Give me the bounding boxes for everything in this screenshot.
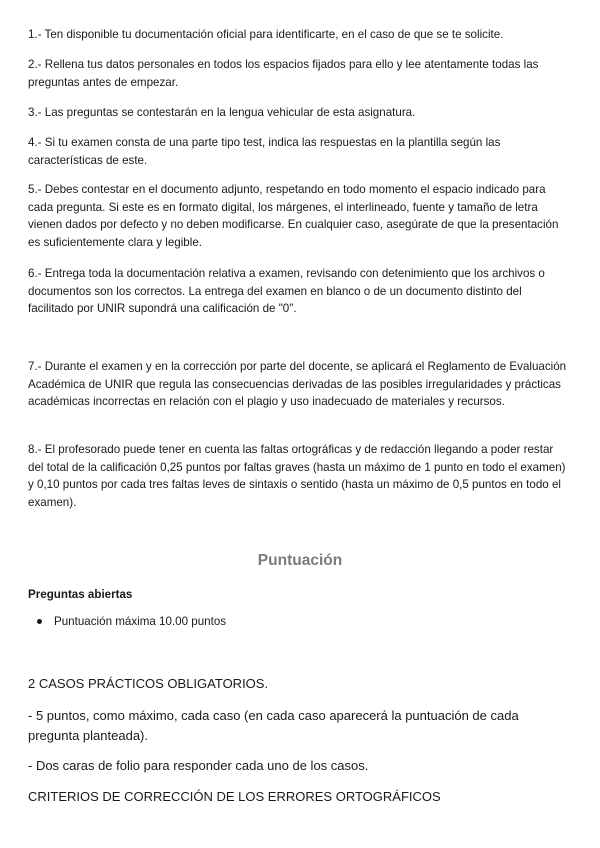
instruction-1: 1.- Ten disponible tu documentación oficial para identificarte, en el caso de que se te solicite. (28, 28, 504, 41)
scoring-subheading: Preguntas abiertas (28, 588, 133, 601)
instruction-6: 6.- Entrega toda la documentación relativa a examen, revisando con detenimiento que los archivos o documentos son los correctos. La entrega del examen en blanco o de un documento distinto del facilitado por UNIR supondrá una calificación de "0". (28, 267, 545, 316)
cases-pages-note: - Dos caras de folio para responder cada uno de los casos. (28, 758, 369, 773)
instruction-5: 5.- Debes contestar en el documento adjunto, respetando en todo momento el espacio indicado para cada pregunta. Si este es en formato digital, los márgenes, el interlineado, fuente y tamaño de letra vienen dados por defecto y no deben modificarse. En cualquier caso, asegúrate de que la presentación es suficientemente clara y legible. (28, 183, 559, 249)
bullet-icon (37, 619, 42, 624)
scoring-list (28, 615, 226, 628)
list-item-label: Puntuación máxima 10.00 puntos (54, 615, 227, 628)
instruction-4: 4.- Si tu examen consta de una parte tipo test, indica las respuestas en la plantilla según las características de este. (28, 136, 501, 167)
cases-title: 2 CASOS PRÁCTICOS OBLIGATORIOS. (28, 676, 269, 691)
spelling-criteria-heading: CRITERIOS DE CORRECCIÓN DE LOS ERRORES ORTOGRÁFICOS (28, 789, 441, 804)
instruction-8: 8.- El profesorado puede tener en cuenta las faltas ortográficas y de redacción llegando a poder restar del total de la calificación 0,25 puntos por faltas graves (hasta un máximo de 1 punto en todo el examen) y 0,10 puntos por cada tres faltas leves de sintaxis o sentido (hasta un máximo de 0,5 puntos en todo el examen). (28, 443, 566, 509)
instruction-3: 3.- Las preguntas se contestarán en la lengua vehicular de esta asignatura. (28, 106, 416, 119)
list-item (28, 615, 226, 628)
instruction-7: 7.- Durante el examen y en la corrección por parte del docente, se aplicará el Reglamento de Evaluación Académica de UNIR que regula las consecuencias derivadas de las posibles irregularidades y prácticas académicas incorrectas en relación con el plagio y uso inadecuado de materiales y recursos. (28, 360, 567, 409)
cases-points-note: - 5 puntos, como máximo, cada caso (en cada caso aparecerá la puntuación de cada pregunta planteada). (28, 708, 519, 743)
instruction-2: 2.- Rellena tus datos personales en todos los espacios fijados para ello y lee atentamente todas las preguntas antes de empezar. (28, 58, 539, 89)
scoring-heading: Puntuación (257, 552, 343, 569)
